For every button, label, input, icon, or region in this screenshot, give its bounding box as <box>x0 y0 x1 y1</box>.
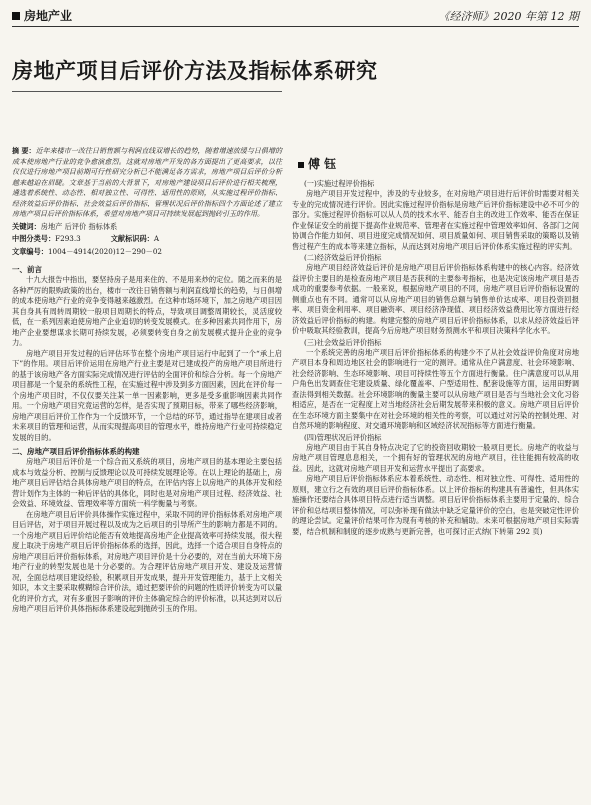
paragraph: 房地产项目开发过程中，涉及的专业较多，在对房地产项目进行后评价时需要对相关专业的完成情况进行评价。因此实施过程评价指标是房地产后评价指标建设中必不可少的部分。实施过程评价指标可以从人员的技术水平、能否自主的改进工作效率、能否在保证作业保证安全的前提下提高作业规范率、管理者在实施过程中管理效率如何、各部门之间协调合作能力如何、项目进度完成情况如何、项目质量如何、项目销售采取的策略以及销售过程产生的成本等来建立指标，从而达到对房地产项目后评价体系实施过程的评实判。 <box>292 189 579 251</box>
paragraph: 房地产项目经济效益后评价是房地产项目后评价指标体系构建中的核心内容。经济效益评价主要目的是检查房地产项目是否获利的主要参考指标，也是决定该房地产项目是否成功的重要参考依据。一般来说，根据房地产项目的不同，房地产项目后评价指标设置的侧重点也有不同。通常可以从房地产项目的销售总额与销售单价达成率、项目投资回报率、项目资金利用率、项目融资率、项目经济净现值、项目经济效益费用比等方面进行经济效益后评价指标的构建。构建完整的房地产项目后评价指标体系，以求从经济效益后评价中吸取其经验教训，提高今后房地产项目财务预测水平和项目决策科学化水平。 <box>292 263 579 335</box>
page-header <box>12 6 579 27</box>
square-bullet-icon <box>298 162 304 168</box>
paragraph: 一个系统完善的房地产项目后评价指标体系的构建少不了从社会效益评价角度对房地产项目本身和周边地区社会的影响进行一定的测评。通常从住户满意度、社会环境影响、社会经济影响、生态环境影响、项目可持续性等五个方面进行衡量。住户满意度可以从用户角色出发调查住宅建设质量、绿化覆盖率、户型适用性、配套设施等方面，运用田野调查法得到相关数据。社会环境影响的衡量主要可以从房地产项目是否与当地社会文化习俗相适应，是否在一定程度上对当地经济社会后期发展带来积极的意义。房地产项目后评价在生态环境方面主要集中在对社会环境的相关性的考察，可以通过对污染的控制处理、对自然环境的影响程度、对交通环境影响和区域经济状况指标等方面进行衡量。 <box>292 347 579 430</box>
right-column-intro-space <box>292 33 579 155</box>
keywords <box>12 222 282 233</box>
author-name: 傅 钰 <box>308 157 337 171</box>
keywords-label: 关键词： <box>12 221 41 231</box>
continued-note: (下转第 292 页) <box>489 526 543 536</box>
paragraph: 房地产项目由于其自身特点决定了它的投资回收期较一般项目更长。房地产的收益与房地产项目管理息息相关，一个拥有好的管理状况的房地产项目，往往能拥有较高的收益。因此，这就对房地产项目开发和运营水平提出了高要求。 <box>292 442 579 473</box>
doc-code-label: 文献标识码： <box>110 234 154 243</box>
abstract-label: 摘 要： <box>12 146 36 155</box>
article-id <box>12 247 282 258</box>
article-title: 房地产项目后评价方法及指标体系研究 <box>12 59 378 83</box>
paragraph: 十九大报告中指出，要坚持房子是用来住的、不是用来炒的定位。随之而来的是各种严厉的限购政策的出台，楼市一改往日销售额与利润直线增长的趋势，与日俱增的成本使房地产行业的竞争变得越来越激烈。在这种市场环境下，加之房地产项目因其自身具有周转周期较一般项目周期长的特点，导致项目调整周期较长，灵活度较低，在一系列因素迫使房地产企业追切的转变发展模式。在多种因素共同作用下，房地产企业要想谋求长期可持续发展，必须要转变自身之前发展模式提升企业的竞争力。 <box>12 275 282 347</box>
section-tag <box>12 7 72 24</box>
classification-row <box>12 234 282 245</box>
abstract <box>12 146 282 220</box>
article-id-value: 1004－4914(2020)12－290－02 <box>47 246 163 256</box>
section-heading: 一、前言 <box>12 265 42 274</box>
section-heading: 二、房地产项目后评价指标体系的构建 <box>12 447 140 456</box>
author <box>298 155 579 172</box>
abstract-text: 近年来楼市一改往日销售额与利润直线双增长的趋势，随着增速放缓与日俱增的成本使房地产行业的竞争愈演愈烈。这就对房地产开发的各方面提出了更高要求，以往仅仅进行房地产项目前期可行性研究分析已不能满足各方需求，房地产项目后评价分析越来越迫在眉睫。文章基于当前的大背景下，对房地产建设项目后评价进行相关梳理，遴选着系统性、动态性、相对独立性、可得性、适用性的原则，从实施过程评价指标、经济效益后评价指标、社会效益后评价指标、管理状况后评价指标四个方面论述了建立房地产项目后评价指标体系，希望对房地产项目可持续发展起到抛砖引玉的作用。 <box>12 147 283 218</box>
square-bullet-icon <box>12 12 20 20</box>
subsection-heading: (一)实施过程评价指标 <box>304 179 375 188</box>
subsection-heading: (四)管理状况后评价指标 <box>304 432 382 442</box>
doc-code-value: A <box>153 234 160 243</box>
section-name: 房地产业 <box>24 9 73 23</box>
right-column <box>292 33 579 615</box>
paragraph: 在房地产项目后评价具体操作实施过程中，采取不同的评价指标体系对房地产项目后评估，对于项目开展过程以及成为之后项目的引导所产生的影响力都是不同的。一个房地产项目后评价结论能否有效地提高房地产企业提高效率可持续发展，很大程度上取决于房地产项目后评价指标体系的选择，因此，选择一个适合项目自身特点的房地产项目后评价指标体系，对房地产项目评价是十分必要的，对在当前大环境下房地产行业的转型发展也是十分必要的。为合理评估房地产项目开发、建设及运营情况，全面总结项目建设经验，积累项目开发成果，提升开发管理能力，基于上文相关知识，本文主要采取模糊综合评价法，通过把要评价的问题的性质评价转变为可以量化的评价方式，对有多重因子影响的评价主体确定综合的评价标准，以其达到对以后房地产项目后评价具体指标体系建设起到抛砖引玉的作用。 <box>12 509 282 613</box>
journal-issue: 《经济师》2020 年第 12 期 <box>438 10 579 23</box>
title-divider <box>12 91 282 92</box>
clc-label: 中图分类号： <box>12 234 56 243</box>
clc-value: F293.3 <box>55 234 81 243</box>
paragraph: 房地产项目后评价是一个综合而又系统的项目，房地产项目的基本理论主要包括成本与效益分析、控制与反馈理论以及可持续发展理论等。在以上理论的基础上，房地产项目后评估结合具体房地产项目的特点，在评估内容上以房地产的具体开发和经营计划作为主体的一种后评估的具体化，同时也是对房地产项目过程、经济效益、社会效益、环境效益、管理效率等方面统一科学衡量与考察。 <box>12 457 282 508</box>
paragraph <box>292 474 579 537</box>
paragraph-text: 房地产项目后评价指标体系应本着系统性、动态性、相对独立性、可得性、适用性的原则，建立行之有效的项目后评价指标体系。以上评价指标的构建具有普遍性，但具体实施操作还要结合具体项目特点进行适当调整。项目后评价指标体系主要用于定量的、综合评价和总结项目整体情况，可以弥补现有做法中缺乏定量评价的空白，也是突破定性评价的理论尝试。定量评价结果可作为现有考核的补充和辅助。未来可根据房地产项目实际需要，结合机制和制度的逐步成熟与更新完善，也可探讨正式纳 <box>292 474 579 536</box>
subsection-heading: (二)经济效益后评价指标 <box>304 253 382 262</box>
paragraph: 房地产项目开发过程的后评估环节在整个房地产项目运行中起到了一个“承上启下”的作用。项目后评价运用在房地产行业主要是对已建成投产的房地产项目所进行的基于该房地产各方面实际完成情况进行评估的全面评价和综合分析。每一个房地产项目都是一个复杂的系统性工程，在实施过程中涉及到多方面因素，因此在评价每一个房地产项目时，不仅仅要关注某一单一因素影响，更多是受多重影响因素共同作用。一个房地产项目究竟运营的怎样，是否实现了预期目标，带来了哪些经济影响，房地产项目后评价工作作为一个反馈环节，一个总结的环节，通过指导在建项目或者未来项目的管理和运营，从而实现提高项目的管理水平，维持房地产行业可持续稳定发展的目的。 <box>12 348 282 442</box>
article-columns <box>12 33 579 615</box>
article-id-label: 文章编号： <box>12 246 48 256</box>
subsection-heading: (三)社会效益后评价指标 <box>304 337 382 347</box>
keywords-value: 房地产 后评价 指标体系 <box>40 221 118 231</box>
